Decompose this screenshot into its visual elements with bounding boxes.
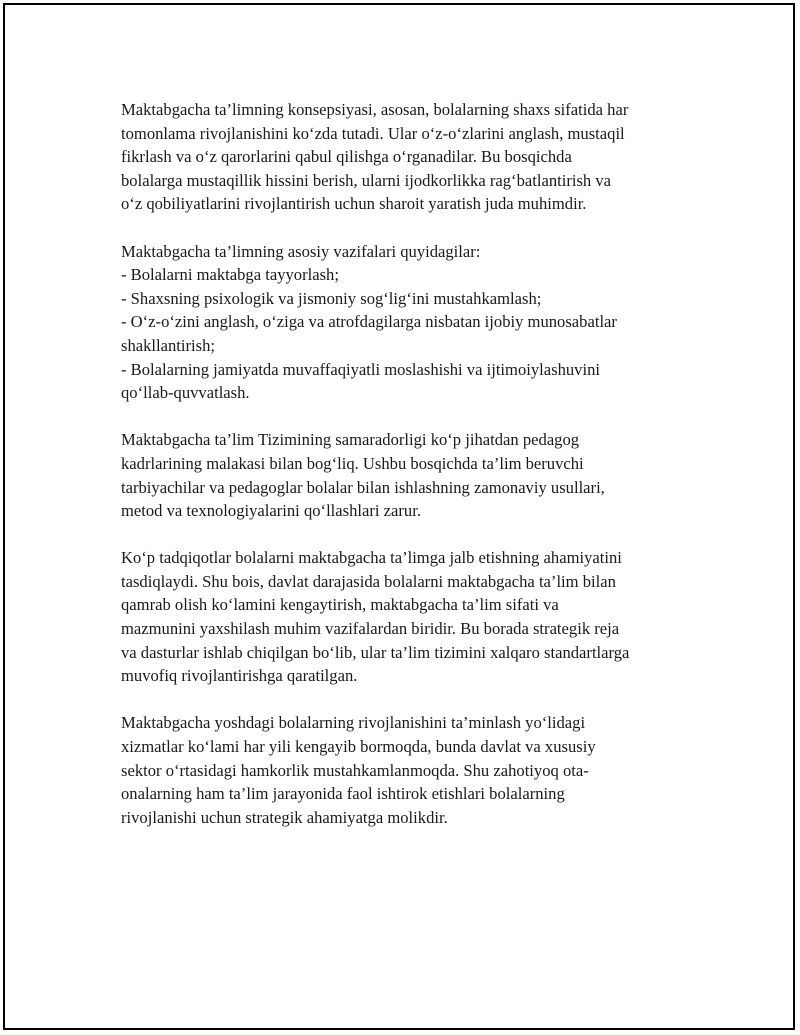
list-item: - Bolalarning jamiyatda muvaffaqiyatli moslashishi va ijtimoiylashuvini bbox=[121, 359, 600, 379]
document-body bbox=[121, 98, 701, 853]
text-line: Maktabgacha ta’limning konsepsiyasi, asosan, bolalarning shaxs sifatida har bbox=[121, 100, 629, 119]
text-line: tomonlama rivojlanishini ko‘zda tutadi. Ular o‘z-o‘zlarini anglash, mustaqil bbox=[121, 123, 625, 143]
paragraph-services bbox=[121, 711, 701, 829]
text-line: qamrab olish ko‘lamini kengaytirish, maktabgacha ta’lim sifati va bbox=[121, 595, 559, 615]
text-line: kadrlarining malakasi bilan bog‘liq. Ushbu bosqichda ta’lim beruvchi bbox=[121, 453, 584, 473]
text-line: sektor o‘rtasidagi hamkorlik mustahkamlanmoqda. Shu zahotiyoq ota- bbox=[121, 760, 589, 780]
paragraph-staff bbox=[121, 428, 701, 522]
paragraph-concept bbox=[121, 98, 701, 216]
list-item-continuation: shakllantirish; bbox=[121, 335, 216, 355]
text-line: xizmatlar ko‘lami har yili kengayib bormoqda, bunda davlat va xususiy bbox=[121, 737, 596, 757]
paragraph-research bbox=[121, 546, 701, 688]
text-line: muvofiq rivojlantirishga qaratilgan. bbox=[121, 666, 358, 686]
text-line: metod va texnologiyalarini qo‘llashlari zarur. bbox=[121, 501, 421, 521]
text-line: Maktabgacha ta’limning asosiy vazifalari quyidagilar: bbox=[121, 241, 481, 261]
text-line: rivojlanishi uchun strategik ahamiyatga molikdir. bbox=[121, 807, 448, 827]
paragraph-tasks-list bbox=[121, 240, 701, 405]
text-line: mazmunini yaxshilash muhim vazifalardan biridir. Bu borada strategik reja bbox=[121, 619, 620, 639]
text-line: fikrlash va o‘z qarorlarini qabul qilishga o‘rganadilar. Bu bosqichda bbox=[121, 147, 572, 167]
text-line: tarbiyachilar va pedagoglar bolalar bilan ishlashning zamonaviy usullari, bbox=[121, 477, 605, 497]
list-item: - Bolalarni maktabga tayyorlash; bbox=[121, 265, 339, 285]
text-line: Maktabgacha ta’lim Tizimining samaradorligi ko‘p jihatdan pedagog bbox=[121, 430, 580, 450]
text-line: Maktabgacha yoshdagi bolalarning rivojlanishini ta’minlash yo‘lidagi bbox=[121, 713, 586, 733]
text-line: bolalarga mustaqillik hissini berish, ularni ijodkorlikka rag‘batlantirish va bbox=[121, 170, 612, 190]
text-line: va dasturlar ishlab chiqilgan bo‘lib, ular ta’lim tizimini xalqaro standartlarga bbox=[121, 642, 630, 662]
text-line: o‘z qobiliyatlarini rivojlantirish uchun sharoit yaratish juda muhimdir. bbox=[121, 194, 587, 214]
document-page bbox=[3, 3, 795, 1030]
text-line: Ko‘p tadqiqotlar bolalarni maktabgacha ta’limga jalb etishning ahamiyatini bbox=[121, 548, 622, 568]
list-item-continuation: qo‘llab-quvvatlash. bbox=[121, 383, 250, 403]
text-line: tasdiqlaydi. Shu bois, davlat darajasida bolalarni maktabgacha ta’lim bilan bbox=[121, 571, 616, 591]
list-item: - O‘z-o‘zini anglash, o‘ziga va atrofdagilarga nisbatan ijobiy munosabatlar bbox=[121, 312, 617, 332]
text-line: onalarning ham ta’lim jarayonida faol ishtirok etishlari bolalarning bbox=[121, 784, 565, 804]
list-item: - Shaxsning psixologik va jismoniy sog‘lig‘ini mustahkamlash; bbox=[121, 288, 542, 308]
